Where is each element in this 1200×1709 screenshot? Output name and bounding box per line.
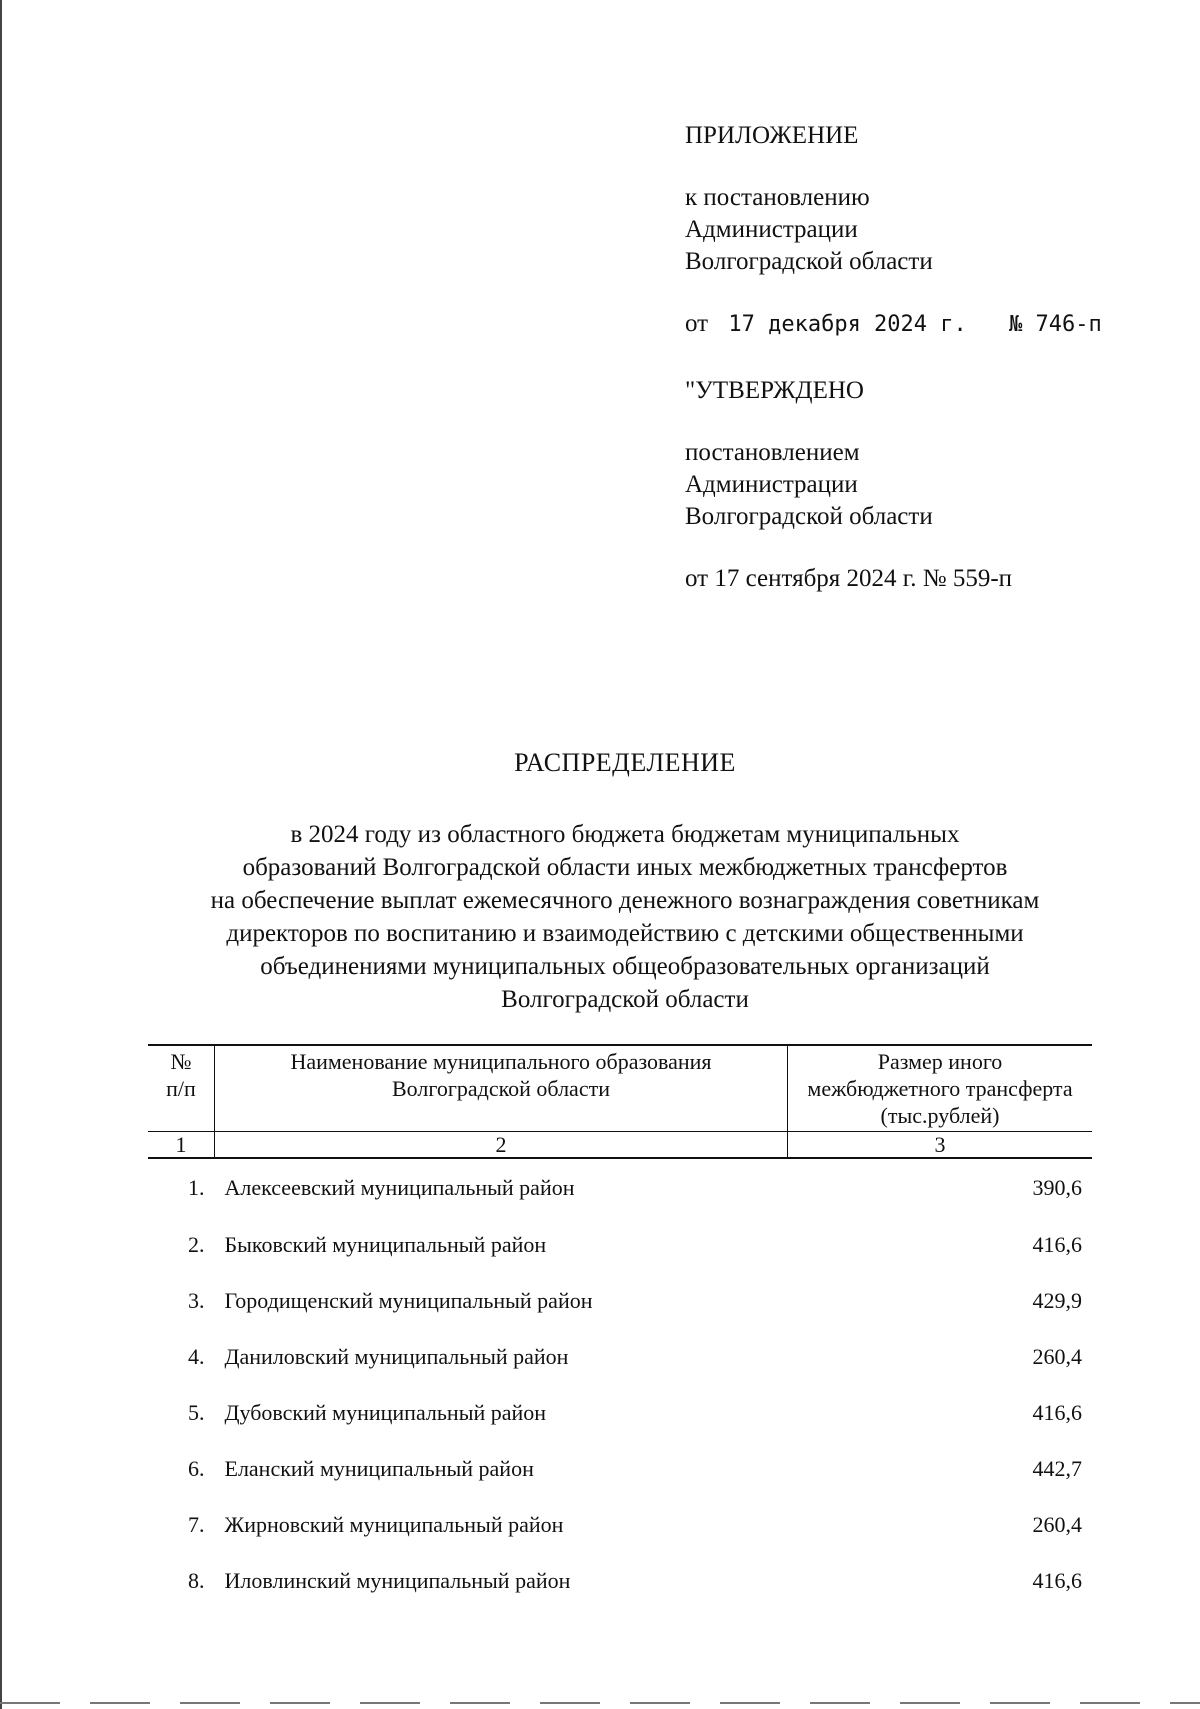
subtitle-line: на обеспечение выплат ежемесячного денежного вознаграждения советникам: [210, 887, 1040, 914]
appendix-reference: [685, 182, 1102, 278]
table-header-row: [148, 1045, 1092, 1132]
row-name: Даниловский муниципальный район: [224, 1344, 569, 1369]
row-value: 260,4: [1032, 1344, 1082, 1369]
table-row: [148, 1441, 1092, 1497]
scan-bottom-edge: [0, 1702, 1200, 1704]
appendix-line-3: Волгоградской области: [685, 248, 933, 275]
subtitle-line: в 2024 году из областного бюджета бюджетам муниципальных: [290, 821, 960, 848]
column-number: 3: [788, 1132, 1093, 1159]
header-name: [215, 1045, 788, 1132]
row-name: Быковский муниципальный район: [224, 1232, 547, 1257]
column-number: 2: [215, 1132, 788, 1159]
row-name: Городищенский муниципальный район: [224, 1288, 593, 1313]
row-value: 416,6: [1032, 1232, 1082, 1257]
table-row: [148, 1273, 1092, 1329]
appendix-line-2: Администрации: [685, 216, 858, 243]
header-number: [148, 1045, 215, 1132]
row-name: Иловлинский муниципальный район: [224, 1568, 571, 1593]
appendix-block: [685, 120, 1102, 595]
subtitle-line: директоров по воспитанию и взаимодействию с детскими общественными: [226, 920, 1024, 947]
header-amount-line-2: межбюджетного трансферта: [807, 1076, 1073, 1101]
appendix-line-1: к постановлению: [685, 184, 870, 211]
table-row: [148, 1158, 1092, 1217]
row-number: 5.: [188, 1400, 205, 1425]
row-value: 429,9: [1032, 1288, 1082, 1313]
order-prefix: от: [685, 310, 709, 337]
header-name-line-2: Волгоградской области: [392, 1076, 610, 1101]
column-number-row: [148, 1132, 1092, 1159]
table-row: [148, 1553, 1092, 1609]
appendix-heading: ПРИЛОЖЕНИЕ: [685, 122, 859, 149]
row-value: 416,6: [1032, 1568, 1082, 1593]
approved-line-2: Администрации: [685, 471, 858, 498]
header-name-line-1: Наименование муниципального образования: [290, 1049, 712, 1074]
approved-line-3: Волгоградской области: [685, 503, 933, 530]
table-row: [148, 1329, 1092, 1385]
header-number-line-2: п/п: [166, 1076, 196, 1101]
subtitle-line: объединениями муниципальных общеобразовательных организаций: [260, 953, 990, 980]
row-name: Еланский муниципальный район: [224, 1456, 534, 1481]
header-number-line-1: №: [170, 1049, 192, 1074]
appendix-order-line: [685, 308, 1102, 341]
row-name: Алексеевский муниципальный район: [224, 1175, 575, 1200]
document-subtitle: [150, 818, 1100, 1016]
subtitle-line: образований Волгоградской области иных межбюджетных трансфертов: [242, 854, 1008, 881]
order-number: № 746-п: [1009, 312, 1102, 337]
column-number: 1: [148, 1132, 215, 1159]
table-row: [148, 1497, 1092, 1553]
table-body: [148, 1158, 1092, 1609]
row-number: 3.: [188, 1288, 205, 1313]
row-number: 4.: [188, 1344, 205, 1369]
row-value: 390,6: [1032, 1175, 1082, 1200]
subtitle-line: Волгоградской области: [501, 986, 749, 1013]
table-row: [148, 1385, 1092, 1441]
row-value: 416,6: [1032, 1400, 1082, 1425]
distribution-table: [148, 1044, 1092, 1609]
header-amount-line-1: Размер иного: [877, 1049, 1003, 1074]
scan-edge: [0, 0, 2, 1709]
approved-order-line: от 17 сентября 2024 г. № 559-п: [685, 565, 1013, 592]
order-date: 17 декабря 2024 г.: [728, 312, 967, 337]
table-row: [148, 1217, 1092, 1273]
row-value: 260,4: [1032, 1512, 1082, 1537]
approved-heading: "УТВЕРЖДЕНО: [685, 377, 864, 404]
header-amount: [788, 1045, 1093, 1132]
document-title: РАСПРЕДЕЛЕНИЕ: [514, 748, 736, 777]
row-number: 2.: [188, 1232, 205, 1257]
header-amount-line-3: (тыс.рублей): [880, 1103, 1000, 1128]
row-value: 442,7: [1032, 1456, 1082, 1481]
approved-line-1: постановлением: [685, 439, 860, 466]
row-number: 6.: [188, 1456, 205, 1481]
row-name: Дубовский муниципальный район: [224, 1400, 547, 1425]
row-number: 7.: [188, 1512, 205, 1537]
approved-reference: [685, 437, 1102, 533]
row-number: 8.: [188, 1568, 205, 1593]
row-number: 1.: [188, 1175, 205, 1200]
row-name: Жирновский муниципальный район: [224, 1512, 564, 1537]
